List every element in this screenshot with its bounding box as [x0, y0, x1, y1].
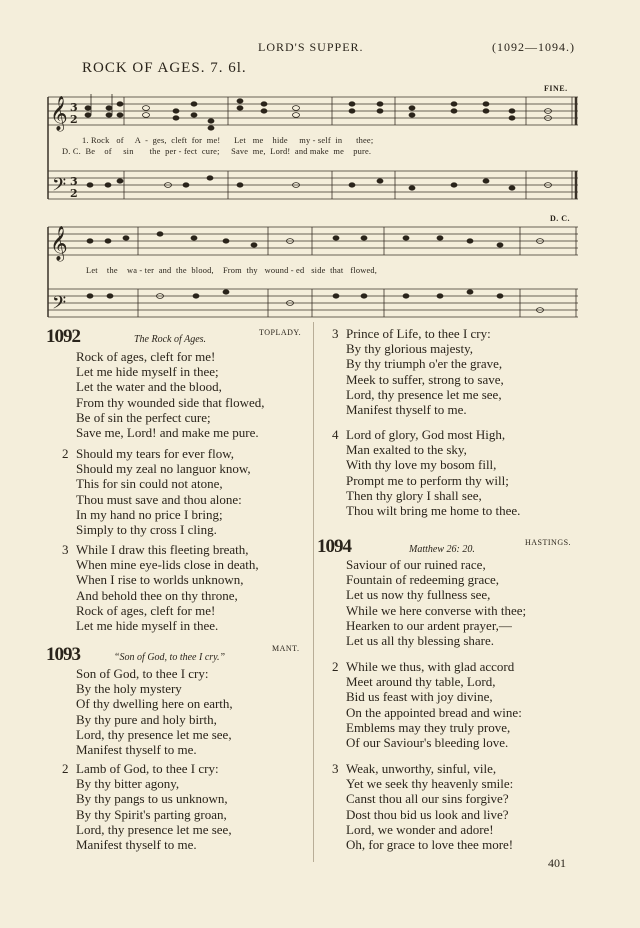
verse-line: Rock of ages, cleft for me! — [76, 602, 216, 618]
bass-clef-icon: 𝄢 — [52, 175, 67, 200]
verse-line: Then thy glory I shall see, — [346, 487, 482, 503]
verse-line: By thy pure and holy birth, — [76, 711, 217, 727]
verse-number: 3 — [332, 761, 339, 776]
verse-line: On the appointed bread and wine: — [346, 704, 522, 720]
verse-line: Son of God, to thee I cry: — [76, 666, 209, 681]
verse-line: When mine eye-lids close in death, — [76, 557, 259, 573]
staff-1-treble — [48, 97, 578, 125]
verse-line: Let me hide myself in thee. — [76, 618, 219, 634]
verse-line: Save me, Lord! and make me pure. — [76, 425, 259, 441]
verse-line: Manifest thyself to me. — [76, 837, 197, 853]
verse-line: Lord, thy presence let me see, — [76, 821, 232, 837]
verse — [332, 659, 522, 751]
verse-line: Let the water and the blood, — [76, 379, 222, 395]
verse-line: Lord, thy presence let me see, — [76, 726, 232, 742]
verse-line: Bid us feast with joy divine, — [346, 689, 493, 705]
hymn-number: 1092 — [46, 326, 80, 347]
verse-line: Oh, for grace to love thee more! — [346, 837, 514, 853]
column-divider — [313, 322, 314, 862]
verse-line: By thy Spirit's parting groan, — [76, 806, 227, 822]
verse-line: Of thy dwelling here on earth, — [76, 696, 233, 712]
verse-line: Saviour of our ruined race, — [346, 557, 486, 572]
hymn-subtitle: “Son of God, to thee I cry.” — [114, 652, 226, 663]
verse-line: Let us now thy fullness see, — [346, 587, 491, 603]
treble-clef-icon: 𝄞 — [50, 96, 68, 131]
verse-number: 3 — [332, 326, 339, 341]
treble-clef-icon: 𝄞 — [50, 226, 68, 261]
verse-line: Manifest thyself to me. — [346, 402, 467, 418]
verse — [76, 666, 233, 757]
verse-line: By thy pangs to us unknown, — [76, 791, 228, 807]
verse-line: Prince of Life, to thee I cry: — [346, 326, 491, 341]
tune-title: ROCK OF AGES. 7. 6l. — [82, 60, 247, 76]
hymn-subtitle: The Rock of Ages. — [134, 334, 207, 345]
verse-line: By the holy mystery — [76, 681, 182, 697]
verse-line: Canst thou all our sins forgive? — [346, 791, 509, 807]
verse-number: 4 — [332, 427, 339, 442]
dc-label: D. C. — [550, 214, 571, 223]
verse-line: In my hand no price I bring; — [76, 506, 223, 522]
verse-line: And behold thee on thy throne, — [76, 587, 238, 603]
svg-text:3: 3 — [70, 101, 78, 114]
lyrics-line-2: D. C. Be of sin the per - fect cure; Save me, Lord! and make me pure. — [62, 147, 372, 156]
verse-line: Thou must save and thou alone: — [76, 491, 242, 507]
verse-line: While we thus, with glad accord — [346, 659, 515, 674]
verse — [346, 557, 526, 648]
verse-line: By thy triumph o'er the grave, — [346, 356, 503, 372]
verse — [62, 446, 251, 538]
verse-number: 2 — [62, 446, 69, 461]
verse-line: Be of sin the perfect cure; — [76, 409, 211, 425]
verse-line: Weak, unworthy, sinful, vile, — [346, 761, 497, 776]
verse-line: Emblems may they truly prove, — [346, 719, 511, 735]
verse-line: With thy love my bosom fill, — [346, 457, 497, 473]
verse-line: Thou wilt bring me home to thee. — [346, 503, 521, 519]
hymn-range: (1092—1094.) — [492, 40, 575, 54]
verse-line: Rock of ages, cleft for me! — [76, 349, 216, 364]
verse-line: Meek to suffer, strong to save, — [346, 371, 504, 387]
hymn-number: 1093 — [46, 644, 80, 665]
verse-line: Prompt me to perform thy will; — [346, 472, 509, 488]
verse — [332, 761, 514, 853]
verse-line: Hearken to our ardent prayer,— — [346, 617, 512, 633]
verse-line: Of our Saviour's bleeding love. — [346, 735, 509, 751]
verse-line: Lord of glory, God most High, — [346, 427, 506, 442]
svg-text:3: 3 — [70, 175, 78, 188]
verse-line: Simply to thy cross I cling. — [76, 522, 217, 538]
verse-line: Should my tears for ever flow, — [76, 446, 235, 461]
hymn-author: MANT. — [272, 644, 300, 653]
verse-line: Lord, we wonder and adore! — [346, 821, 494, 837]
svg-text:2: 2 — [70, 187, 78, 200]
section-heading: LORD'S SUPPER. — [258, 40, 364, 54]
staff-2-treble — [48, 227, 578, 255]
hymn-subtitle: Matthew 26: 20. — [409, 544, 475, 555]
svg-text:2: 2 — [70, 113, 78, 126]
lyrics-line-3: Let the wa - ter and the blood, From thy wound - ed side that flowed, — [86, 266, 378, 275]
verse-line: Let me hide myself in thee; — [76, 364, 219, 380]
verse-line: While I draw this fleeting breath, — [76, 542, 249, 557]
verse-line: This for sin could not atone, — [76, 476, 223, 492]
verse-number: 2 — [62, 761, 69, 776]
hymn-author: HASTINGS. — [525, 538, 572, 547]
hymn-number: 1094 — [317, 536, 351, 557]
verse-line: Lamb of God, to thee I cry: — [76, 761, 219, 776]
verse-line: Dost thou bid us look and live? — [346, 806, 509, 822]
verse-number: 2 — [332, 659, 339, 674]
verse-line: From thy wounded side that flowed, — [76, 394, 265, 410]
verse-line: Lord, thy presence let me see, — [346, 386, 502, 402]
verse — [62, 542, 259, 634]
bass-clef-icon: 𝄢 — [52, 293, 67, 318]
verse — [62, 761, 232, 853]
verse-number: 3 — [62, 542, 69, 557]
verse-line: Meet around thy table, Lord, — [346, 674, 496, 690]
lyrics-line-1: 1. Rock of A - ges, cleft for me! Let me hide my - self in thee; — [82, 136, 374, 145]
verse-line: When I rise to worlds unknown, — [76, 572, 244, 588]
verse-line: While we here converse with thee; — [346, 602, 527, 618]
verse — [332, 427, 521, 519]
page-number: 401 — [548, 856, 566, 870]
music-score — [0, 0, 640, 330]
verse — [76, 349, 264, 440]
verse-line: Should my zeal no languor know, — [76, 461, 251, 477]
staff-2-bass — [48, 289, 578, 317]
verse-line: By thy bitter agony, — [76, 776, 180, 792]
fine-label: FINE. — [544, 84, 568, 93]
verse-line: Man exalted to the sky, — [346, 442, 467, 458]
staff-1-bass — [48, 171, 578, 199]
verse-line: Yet we seek thy heavenly smile: — [346, 776, 514, 792]
verse-line: Fountain of redeeming grace, — [346, 572, 500, 588]
verse-line: Let us all thy blessing share. — [346, 633, 495, 649]
hymn-author: TOPLADY. — [259, 328, 302, 337]
verse — [332, 326, 504, 418]
verse-line: Manifest thyself to me. — [76, 742, 197, 758]
verse-line: By thy glorious majesty, — [346, 341, 473, 357]
